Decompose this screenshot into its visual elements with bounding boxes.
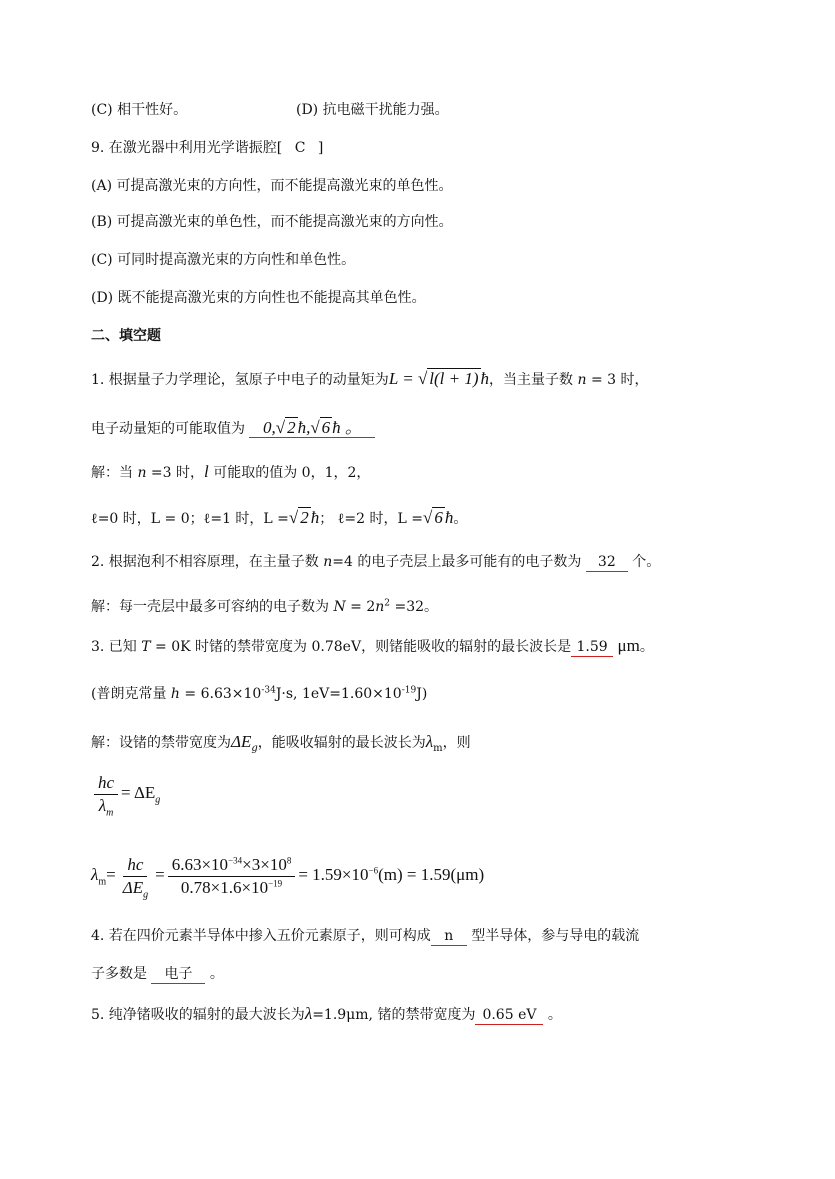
f3-eq2-exp8: 8 [286, 854, 292, 865]
f3-constants [91, 684, 427, 704]
f4-stem-end: 。 [205, 966, 224, 982]
f2-stem [91, 552, 660, 572]
f1-answer: 0,√ 2 ħ,√ 6 ħ 。 [249, 419, 375, 438]
f3-const-a: (普朗克常量 [91, 686, 171, 702]
f3-answer: 1.59 [571, 638, 613, 657]
f1-stem-a: 1. 根据量子力学理论，氢原子中电子的动量矩为 [91, 372, 389, 388]
f1-sol-2c: 。 [453, 511, 468, 527]
f3-stem-b: = 0K 时锗的禁带宽度为 0.78eV，则锗能吸收的辐射的最长波长是 [150, 639, 572, 655]
f1-answer-zero: 0, [262, 418, 276, 437]
f3-eq2-lambda: λ [91, 865, 99, 884]
f1-stem-line1: 1. 根据量子力学理论，氢原子中电子的动量矩为L = √ l(l + 1) ħ，当主量子数 n = 3 时， [91, 369, 649, 388]
f3-eq2-frac2 [168, 854, 296, 899]
q8-options [91, 100, 449, 120]
f1-stem-b: ，当主量子数 [489, 372, 578, 388]
q9-option-d: (D) 既不能提高激光束的方向性也不能提高其单色性。 [91, 290, 426, 306]
f1-solution-1 [91, 462, 370, 483]
f3-stem [91, 636, 654, 657]
f3-eq2-rhs: = 1.59×10 [298, 865, 369, 884]
f3-stem-end: 。 [639, 639, 654, 655]
f2-sol-a: 解：每一壳层中最多可容纳的电子数为 [91, 599, 334, 615]
f3-eq1-den: λ [98, 795, 107, 815]
f1-answer-rad1: 2 [287, 418, 296, 437]
q9-stem-end: ] [313, 140, 324, 156]
f2-sol-b: = 2 [345, 599, 376, 615]
f3-eq1-rhs: = ΔE [121, 783, 156, 802]
f3-delta-eg: ΔE [231, 732, 252, 751]
f2-answer: 32 [586, 553, 628, 572]
f1-sol-1b: =3 时， [146, 465, 205, 481]
q8-option-c: (C) 相干性好。 [91, 102, 188, 118]
f3-eq1-num: hc [94, 772, 118, 795]
f2-n-var: n [323, 554, 333, 570]
f4-answer-2: 电子 [151, 965, 205, 984]
q8-option-d: (D) 抗电磁干扰能力强。 [296, 102, 449, 118]
f3-const-c: J·s, 1eV=1.60×10 [275, 686, 402, 702]
f3-equation-2: $\lambda_m=$ $\frac{hc}{\Delta E_g}$ = $\frac{6.63\times 10^{-34}\times 3\times 10^8}{0.78\times 1.6\times 10^{-19}}$ = $1.59\times 10^{-6}(m) = 1.59(\mu m)$ [91, 854, 485, 900]
f3-solution-intro [91, 732, 471, 753]
f1-formula-l: L = [388, 369, 418, 388]
f3-eq2-den2: 0.78×1.6×10 [180, 877, 269, 897]
f3-eq2-sub-m: m [98, 876, 107, 888]
f3-unit: μm [617, 636, 640, 655]
f4-stem-b: 型半导体，参与导电的载流 [466, 928, 640, 944]
f2-sol-c: =32。 [390, 599, 439, 615]
q9-option-a: (A) 可提高激光束的方向性，而不能提高激光束的单色性。 [91, 178, 453, 194]
f3-eq2-exp19: −19 [268, 877, 283, 888]
f1-stem-d: 电子动量矩的可能取值为 [91, 421, 245, 437]
f3-exp2: -19 [401, 685, 417, 696]
f3-eq2-den1-sub: g [143, 888, 149, 900]
f1-sol-1a: 解：当 [91, 465, 138, 481]
f3-eq2-frac1 [119, 854, 152, 899]
f5-stem [91, 1004, 562, 1025]
f3-eq1-frac [94, 772, 118, 817]
q9-answer: C [294, 140, 306, 156]
f4-answer-1: n [431, 927, 467, 946]
f4-stem-line2 [91, 964, 224, 984]
f1-solution-2: ℓ=0 时，L = 0；ℓ=1 时，L =√ 2 ħ； ℓ=2 时，L =√ 6 ħ。 [91, 508, 468, 527]
f1-hbar: ħ [480, 369, 490, 388]
f3-sol-a: 解：设锗的禁带宽度为 [91, 735, 231, 751]
f1-n-var: n [577, 372, 587, 388]
f3-sub-m: m [433, 742, 443, 754]
f1-sol-l: l [204, 462, 209, 481]
f1-formula-radicand: l(l + 1) [429, 369, 479, 388]
f3-equation-1 [91, 770, 160, 817]
f4-stem-a: 4. 若在四价元素半导体中掺入五价元素原子，则可构成 [91, 928, 431, 944]
f1-stem-c: = 3 时， [586, 372, 649, 388]
f5-lambda: λ [304, 1004, 313, 1023]
f1-sol-2a: ℓ=0 时，L = 0；ℓ=1 时，L = [91, 511, 289, 527]
f3-const-d: J) [416, 686, 428, 702]
f2-sol-n-cap: N [333, 599, 346, 615]
f1-answer-h1: ħ, [297, 418, 311, 437]
f3-eq2-num1: hc [123, 854, 147, 877]
f1-answer-end: 。 [340, 418, 362, 437]
f3-stem-a: 3. 已知 [91, 639, 142, 655]
f3-sol-c: ，则 [442, 735, 471, 751]
f2-sol-n: n [375, 599, 385, 615]
f2-stem-a: 2. 根据泡利不相容原理，在主量子数 [91, 554, 324, 570]
f3-t-var: T [141, 639, 151, 655]
f4-stem-line1 [91, 926, 639, 946]
f1-sol-rad2: 6 [434, 508, 443, 527]
q9-stem-text: 9. 在激光器中利用光学谐振腔[ [91, 140, 287, 156]
f5-stem-end: 。 [543, 1007, 562, 1023]
f1-answer-rad2: 6 [321, 418, 331, 437]
f3-lambda: λ [425, 732, 434, 751]
f3-eq2-num2b: ×3×10 [242, 854, 287, 874]
q9-option-c: (C) 可同时提高激光束的方向性和单色性。 [91, 252, 356, 268]
f3-eq2-exp34: −34 [228, 854, 243, 865]
f5-stem-a: 5. 纯净锗吸收的辐射的最大波长为 [91, 1007, 305, 1023]
f2-stem-b: =4 的电子壳层上最多可能有的电子数为 [332, 554, 586, 570]
f1-answer-h2: ħ [332, 418, 341, 437]
f2-sol-sup: 2 [384, 598, 391, 609]
f1-sol-rad1: 2 [300, 508, 309, 527]
q9-option-b: (B) 可提高激光束的单色性，而不能提高激光束的方向性。 [91, 214, 453, 230]
f2-solution [91, 597, 438, 617]
f2-stem-c: 个。 [627, 554, 661, 570]
f3-eq2-rhs-b: (m) = 1.59(μm) [378, 865, 485, 884]
f3-eq1-sub-g: g [155, 794, 161, 806]
f3-eq2-num2: 6.63×10 [171, 854, 229, 874]
section-title: 二、填空题 [91, 328, 161, 344]
f3-eq2-rhs-exp: −6 [368, 865, 379, 876]
f1-sol-n: n [137, 465, 147, 481]
f3-eq1-sub: m [106, 806, 114, 818]
f1-sol-1c: 可能取的值为 0，1，2， [208, 465, 371, 481]
q9-stem [91, 138, 323, 158]
f3-eq2-den1: ΔE [122, 877, 144, 897]
f3-sol-b: ，能吸收辐射的最长波长为 [257, 735, 426, 751]
f3-exp1: -34 [261, 685, 276, 696]
f3-sub-g: g [251, 742, 258, 754]
f1-sol-2b: ； ℓ=2 时，L = [319, 511, 423, 527]
f4-stem-c: 子多数是 [91, 966, 152, 982]
f3-h-var: h [170, 686, 180, 702]
f5-stem-b: =1.9μm, 锗的禁带宽度为 [312, 1007, 476, 1023]
f1-stem-line2 [91, 419, 375, 439]
f5-answer: 0.65 eV [475, 1006, 543, 1025]
f3-const-b: = 6.63×10 [179, 686, 262, 702]
